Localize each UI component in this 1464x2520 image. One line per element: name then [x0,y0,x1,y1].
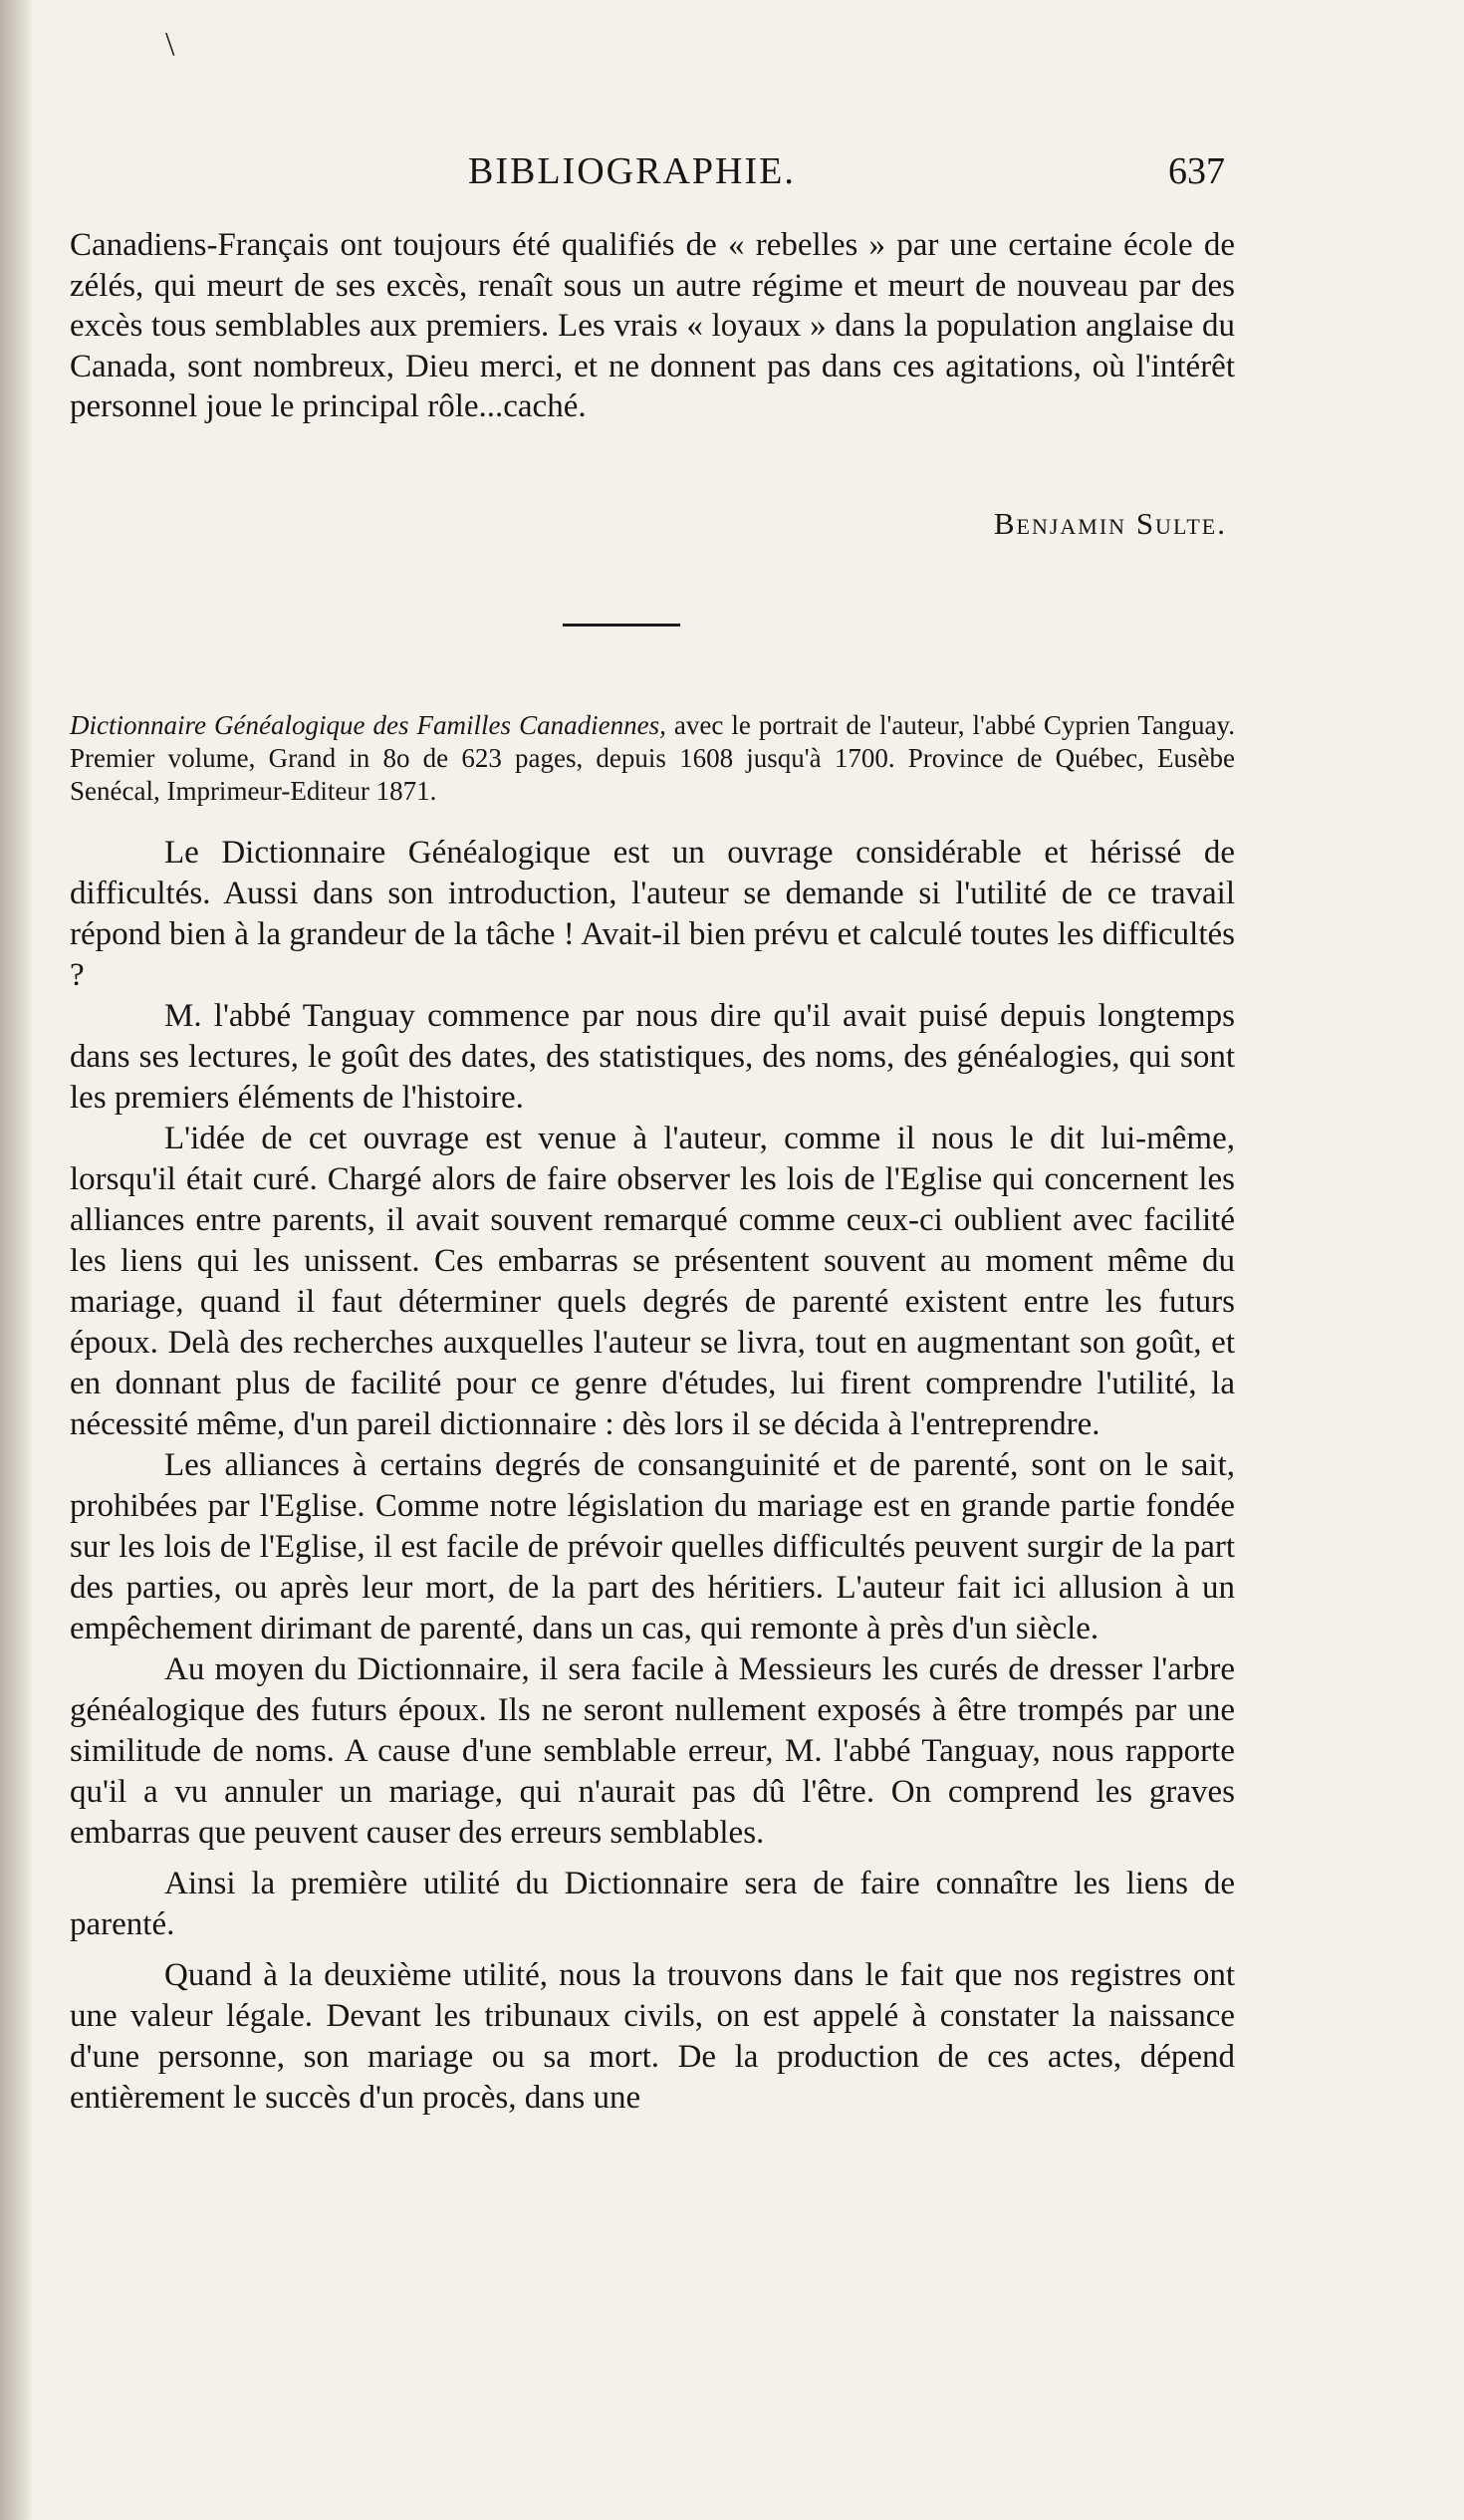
section-divider [563,624,680,627]
body-paragraph: M. l'abbé Tanguay commence par nous dire qu'il avait puisé depuis longtemps dans ses lectures, le goût des dates, des statistiques, des noms, des généalogies, qui sont les premiers éléments de l'histoire. [70,998,1235,1116]
intro-text: Canadiens-Français ont toujours été qualifiés de « rebelles » par une certaine école de zélés, qui meurt de ses excès, renaît sous un autre régime et meurt de nouveau par des excès tous semblables aux premiers. Les vrais « loyaux » dans la population anglaise du Canada, sont nombreux, Dieu merci, et ne donnent pas dans ces agitations, où l'intérêt personnel joue le principal rôle...caché. [70,227,1235,424]
binding-shadow [0,0,34,2520]
author-signature: Benjamin Sulte. [993,506,1227,541]
running-head [0,149,1464,209]
body-paragraph: L'idée de cet ouvrage est venue à l'auteur, comme il nous le dit lui-même, lorsqu'il était curé. Chargé alors de faire observer les lois de l'Eglise qui concernent les alliances entre parents, il avait souvent remarqué comme ceux-ci oublient avec facilité les liens qui les unissent. Ces embarras se présentent souvent au moment même du mariage, quand il faut déterminer quels degrés de parenté existent entre les futurs époux. Delà des recherches auxquelles l'auteur se livra, tout en augmentant son goût, et en donnant plus de facilité pour ce genre d'études, lui firent comprendre l'utilité, la nécessité même, d'un pareil dictionnaire : dès lors il se décida à l'entreprendre. [70,1121,1235,1442]
body-paragraph: Au moyen du Dictionnaire, il sera facile à Messieurs les curés de dresser l'arbre généalogique des futurs époux. Ils ne seront nullement exposés à être trompés par une similitude de noms. A cause d'une semblable erreur, M. l'abbé Tanguay, nous rapporte qu'il a vu annuler un mariage, qui n'aurait pas dû l'être. On comprend les graves embarras que peuvent causer des erreurs semblables. [70,1651,1235,1851]
body-paragraph: Quand à la deuxième utilité, nous la trouvons dans le fait que nos registres ont une valeur légale. Devant les tribunaux civils, on est appelé à constater la naissance d'une personne, son mariage ou sa mort. De la production de ces actes, dépend entièrement le succès d'un procès, dans une [70,1957,1235,2116]
intro-paragraph [70,225,1235,427]
book-citation [70,709,1235,808]
body-paragraph: Les alliances à certains degrés de consanguinité et de parenté, sont on le sait, prohibées par l'Eglise. Comme notre législation du mariage est en grande partie fondée sur les lois de l'Eglise, il est facile de prévoir quelles difficultés peuvent surgir de la part des parties, ou après leur mort, de la part des héritiers. L'auteur fait ici allusion à un empêchement dirimant de parenté, dans un cas, qui remonte à près d'un siècle. [70,1447,1235,1646]
citation-title: Dictionnaire Généalogique des Familles Canadiennes, [70,710,666,740]
review-body [70,833,1235,2119]
margin-mark: \ [165,26,175,63]
citation-details: avec le portrait de l'auteur, l'abbé Cyprien Tanguay. Premier volume, Grand in 8o de 623 pages, depuis 1608 jusqu'à 1700. Province de Québec, Eusèbe Senécal, Imprimeur-Editeur 1871. [70,710,1235,806]
running-head-title: BIBLIOGRAPHIE. [468,150,796,192]
body-paragraph: Ainsi la première utilité du Dictionnaire sera de faire connaître les liens de parenté. [70,1866,1235,1942]
body-paragraph: Le Dictionnaire Généalogique est un ouvrage considérable et hérissé de difficultés. Aussi dans son introduction, l'auteur se demande si l'utilité de ce travail répond bien à la grandeur de la tâche ! Avait-il bien prévu et calculé toutes les difficultés ? [70,835,1235,993]
page-number: 637 [1168,150,1225,192]
